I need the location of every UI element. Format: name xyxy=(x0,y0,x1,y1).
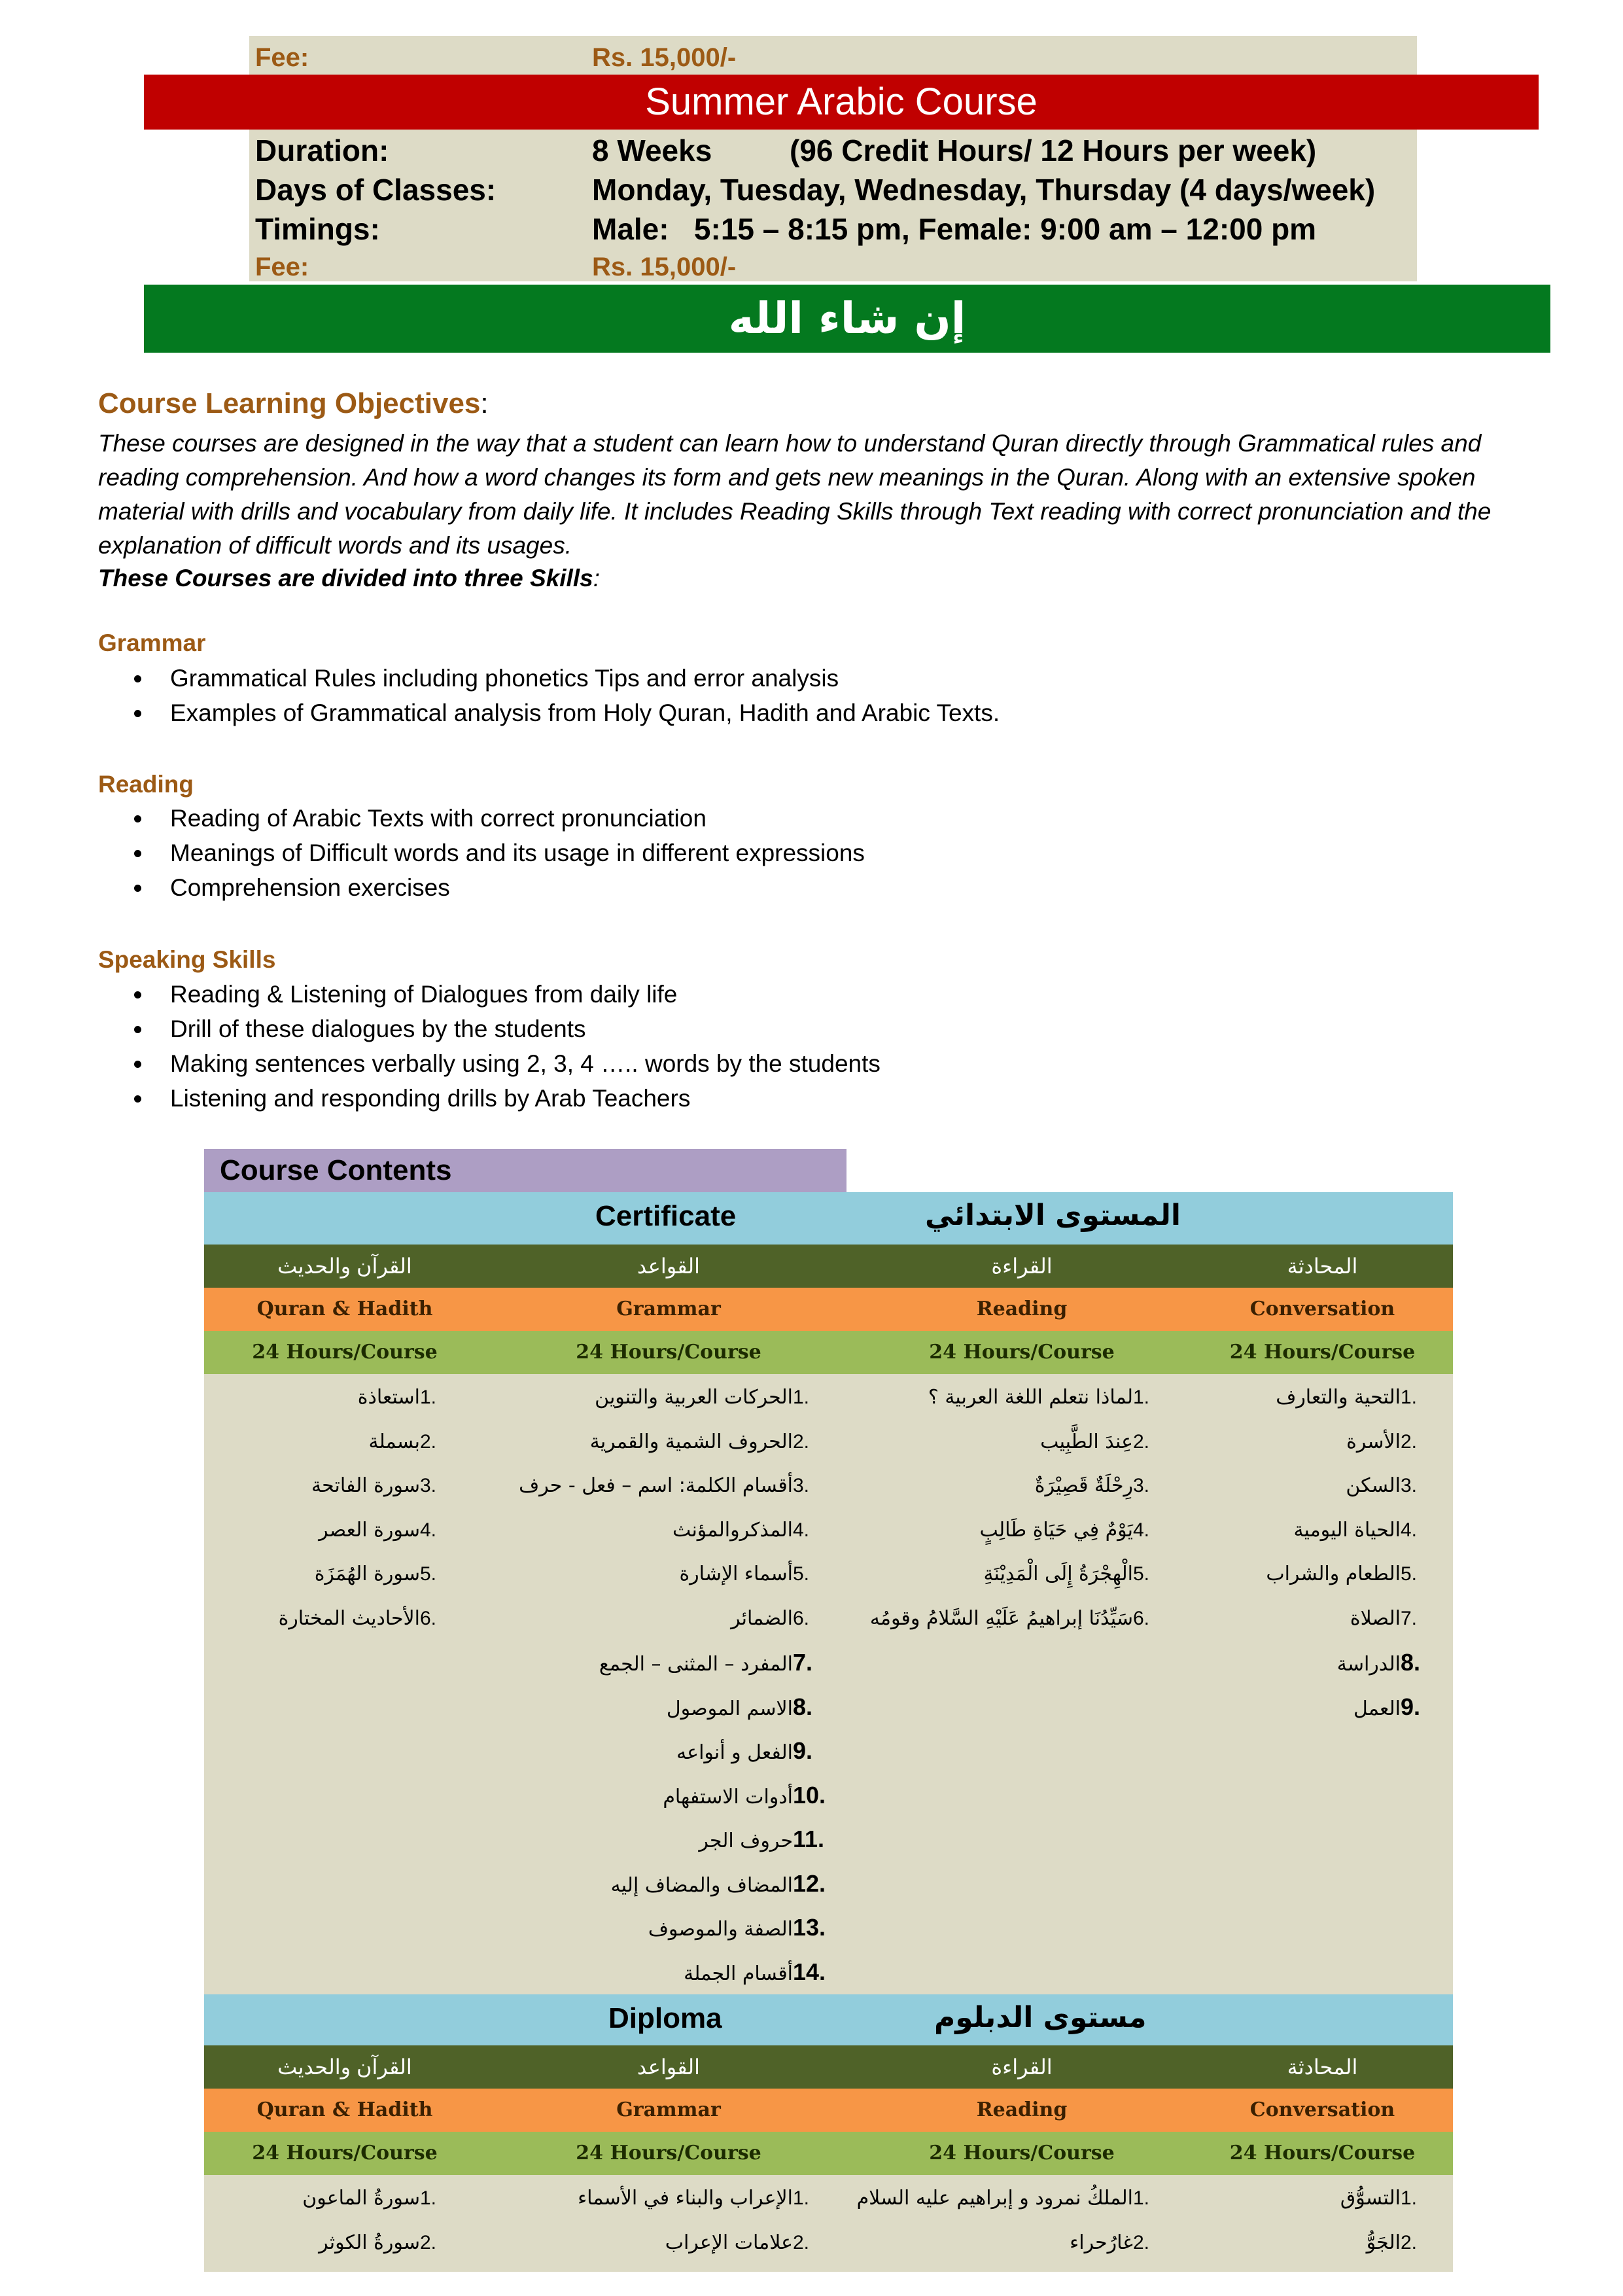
top-fee-value: Rs. 15,000/- xyxy=(592,43,737,72)
item-text: الاسم الموصول xyxy=(666,1697,793,1720)
conversation-item xyxy=(1346,1429,1440,1455)
hours-grammar: 24 Hours/Course xyxy=(576,1341,761,1364)
days-row xyxy=(255,170,1406,209)
grammar-item xyxy=(731,1606,832,1632)
item-number: 1. xyxy=(1401,2187,1418,2209)
hours-reading: 24 Hours/Course xyxy=(929,1341,1115,1364)
item-number: 2. xyxy=(420,2231,437,2253)
certificate-label: Certificate xyxy=(595,1200,737,1232)
col-header-reading: Reading xyxy=(976,1298,1068,1320)
item-text: الْهِجْرَةُ إِلَى الْمَدِيْنَةِ xyxy=(983,1563,1133,1585)
col-header-conversation: Conversation xyxy=(1249,2098,1395,2121)
item-text: الإعراب والبناء في الأسماء xyxy=(578,2187,793,2210)
quran-item xyxy=(358,1385,459,1411)
list-item: • Reading of Arabic Texts with correct pronunciation xyxy=(153,801,865,836)
diploma-english-headers xyxy=(204,2089,1453,2132)
item-number: 14. xyxy=(793,1958,826,1985)
item-number: 13. xyxy=(793,1914,826,1941)
list-item: • Making sentences verbally using 2, 3, 4 ….. words by the students xyxy=(153,1046,881,1081)
grammar-item xyxy=(599,1650,832,1678)
col-header-grammar: Grammar xyxy=(616,1298,721,1320)
item-text: يَوْمٌ فِي حَيَاةِ طَالِبٍ xyxy=(979,1518,1133,1542)
list-item: • Drill of these dialogues by the students xyxy=(153,1012,881,1046)
item-number: 1. xyxy=(1133,2187,1150,2209)
item-text: الصفة والموصوف xyxy=(648,1918,793,1941)
col-header-quran: Quran & Hadith xyxy=(256,1298,433,1320)
course-title-banner: Summer Arabic Course xyxy=(144,75,1539,130)
fee-row xyxy=(255,247,1406,281)
item-number: 5. xyxy=(420,1563,437,1585)
item-text: سَيِّدُنَا إبراهيمُ عَلَيْهِ السَّلامُ وقومُه xyxy=(869,1606,1133,1630)
item-number: 3. xyxy=(793,1475,810,1496)
duration-row xyxy=(255,131,1406,170)
certificate-content-body xyxy=(204,1374,1453,1994)
item-text: المفرد – المثنى – الجمع xyxy=(599,1653,793,1676)
conversation-item xyxy=(1346,1473,1440,1499)
item-text: رِحْلَةٌ قَصِيْرَةٌ xyxy=(1034,1474,1133,1497)
reading-heading: Reading xyxy=(98,771,194,798)
item-number: 8. xyxy=(1401,1649,1421,1676)
item-text: لماذا نتعلم اللغة العربية ؟ xyxy=(928,1386,1133,1409)
conversation-item xyxy=(1276,1385,1440,1411)
item-text: الملكُ نمرود و إبراهيم عليه السلام xyxy=(856,2187,1133,2210)
divided-colon: : xyxy=(593,565,600,592)
reading-item xyxy=(870,1606,1172,1632)
quran-item xyxy=(311,1473,459,1499)
item-number: 9. xyxy=(793,1737,813,1764)
conversation-item xyxy=(1367,2230,1440,2256)
item-text: حروف الجر xyxy=(699,1829,793,1852)
col-header-conversation-ar: المحادثة xyxy=(1287,2055,1358,2079)
item-text: سورة العصر xyxy=(319,1518,420,1542)
reading-item xyxy=(980,1517,1172,1544)
item-number: 1. xyxy=(793,1386,810,1408)
grammar-list xyxy=(98,661,1000,730)
grammar-item xyxy=(611,1871,832,1899)
grammar-item xyxy=(684,1959,832,1987)
item-text: سورة الفاتحة xyxy=(311,1474,420,1497)
item-text: علامات الإعراب xyxy=(665,2231,793,2254)
quran-item xyxy=(319,1517,459,1544)
divided-line xyxy=(98,561,1537,595)
item-text: استعاذة xyxy=(357,1386,420,1409)
conversation-item xyxy=(1293,1517,1440,1544)
duration-extra: (96 Credit Hours/ 12 Hours per week) xyxy=(790,133,1317,168)
insha-allah-banner: إن شاء الله xyxy=(144,285,1550,353)
item-number: 6. xyxy=(793,1607,810,1629)
hours-conversation: 24 Hours/Course xyxy=(1229,2142,1416,2164)
item-text: الحياة اليومية xyxy=(1293,1518,1401,1542)
list-item: • Grammatical Rules including phonetics Tips and error analysis xyxy=(153,661,1000,696)
objectives-heading-colon: : xyxy=(480,387,489,419)
diploma-label: Diploma xyxy=(608,2002,722,2034)
hours-grammar: 24 Hours/Course xyxy=(576,2142,761,2164)
timings-value: Male: 5:15 – 8:15 pm, Female: 9:00 am – 12:00 pm xyxy=(592,212,1317,246)
item-text: الصلاة xyxy=(1350,1606,1401,1630)
grammar-item xyxy=(676,1738,832,1766)
item-text: بسملة xyxy=(368,1430,420,1453)
days-label: Days of Classes: xyxy=(255,173,497,207)
hours-quran: 24 Hours/Course xyxy=(252,2142,438,2164)
grammar-item xyxy=(590,1429,832,1455)
reading-item xyxy=(857,2185,1172,2212)
item-text: سورةُ الكوثر xyxy=(319,2231,420,2254)
list-item: • Meanings of Difficult words and its usage in different expressions xyxy=(153,836,865,870)
item-number: 3. xyxy=(420,1475,437,1496)
list-item: • Listening and responding drills by Arab Teachers xyxy=(153,1081,881,1116)
hours-conversation: 24 Hours/Course xyxy=(1229,1341,1416,1364)
item-number: 4. xyxy=(793,1519,810,1541)
col-header-conversation-ar: المحادثة xyxy=(1287,1254,1358,1278)
item-number: 6. xyxy=(1133,1607,1150,1629)
grammar-item xyxy=(665,2230,832,2256)
item-number: 2. xyxy=(1133,1430,1150,1453)
col-header-grammar-ar: القواعد xyxy=(637,1254,701,1278)
quran-item xyxy=(302,2185,459,2212)
item-text: التحية والتعارف xyxy=(1276,1386,1401,1409)
speaking-list xyxy=(98,977,881,1116)
item-number: 6. xyxy=(420,1607,437,1629)
item-number: 5. xyxy=(1133,1563,1150,1585)
certificate-hours-row xyxy=(204,1331,1453,1374)
item-number: 1. xyxy=(793,2187,810,2209)
objectives-heading-text: Course Learning Objectives xyxy=(98,387,481,419)
item-text: الضمائر xyxy=(731,1606,793,1630)
reading-item xyxy=(983,1561,1172,1587)
item-number: 2. xyxy=(1133,2231,1150,2253)
item-text: أدوات الاستفهام xyxy=(663,1785,793,1809)
item-text: أسماء الإشارة xyxy=(679,1563,793,1585)
certificate-arabic-headers xyxy=(204,1245,1453,1288)
conversation-item xyxy=(1266,1561,1440,1587)
diploma-level-row xyxy=(204,1994,1453,2045)
item-text: التسوُّق xyxy=(1340,2187,1401,2210)
grammar-item xyxy=(648,1915,832,1943)
item-number: 2. xyxy=(793,1430,810,1453)
grammar-item xyxy=(667,1694,832,1722)
col-header-reading-ar: القراءة xyxy=(991,1254,1053,1278)
diploma-hours-row xyxy=(204,2132,1453,2175)
objectives-paragraph: These courses are designed in the way that a student can learn how to understand Quran directly through Grammatical rules and reading comprehension. And how a word changes its form and gets new meanings in the Quran. Along with an extensive spoken material with drills and vocabulary from daily life. It includes Reading Skills through Text reading with correct pronunciation and the explanation of difficult words and its usages. xyxy=(98,430,1492,559)
certificate-label-ar: المستوى الابتدائي xyxy=(925,1199,1181,1232)
item-text: أقسام الجملة xyxy=(684,1962,793,1985)
item-text: سورةُ الماعون xyxy=(302,2187,420,2210)
col-header-quran-ar: القرآن والحديث xyxy=(277,1254,412,1278)
diploma-arabic-headers xyxy=(204,2045,1453,2089)
item-number: 4. xyxy=(1401,1519,1418,1541)
grammar-item xyxy=(699,1826,832,1854)
item-number: 5. xyxy=(1401,1563,1418,1585)
item-number: 2. xyxy=(420,1430,437,1453)
item-number: 1. xyxy=(1133,1386,1150,1408)
item-number: 8. xyxy=(793,1693,813,1720)
top-fee-row xyxy=(255,38,1367,77)
course-contents-title: Course Contents xyxy=(204,1149,846,1192)
grammar-item xyxy=(672,1517,832,1544)
item-number: 1. xyxy=(420,2187,437,2209)
col-header-quran: Quran & Hadith xyxy=(256,2098,433,2121)
reading-item xyxy=(1070,2230,1172,2256)
quran-item xyxy=(319,2230,459,2256)
item-number: 3. xyxy=(1133,1475,1150,1496)
certificate-english-headers xyxy=(204,1288,1453,1331)
item-text: السكن xyxy=(1346,1474,1401,1497)
reading-list xyxy=(98,801,865,905)
quran-item xyxy=(369,1429,459,1455)
col-header-reading-ar: القراءة xyxy=(991,2055,1053,2079)
top-fee-label: Fee: xyxy=(255,43,309,72)
conversation-item xyxy=(1350,1606,1440,1632)
item-text: الحروف الشمية والقمرية xyxy=(589,1430,793,1453)
col-header-grammar-ar: القواعد xyxy=(637,2055,701,2079)
list-item: • Examples of Grammatical analysis from Holy Quran, Hadith and Arabic Texts. xyxy=(153,696,1000,730)
item-text: المضاف والمضاف إليه xyxy=(610,1873,793,1897)
conversation-item xyxy=(1340,2185,1440,2212)
hours-quran: 24 Hours/Course xyxy=(252,1341,438,1364)
item-text: الأسرة xyxy=(1346,1430,1401,1453)
fee-value: Rs. 15,000/- xyxy=(592,253,737,281)
fee-label: Fee: xyxy=(255,253,309,281)
days-value: Monday, Tuesday, Wednesday, Thursday (4 days/week) xyxy=(592,173,1376,207)
item-number: 5. xyxy=(793,1563,810,1585)
divided-bold: These Courses are divided into three Skills xyxy=(98,565,593,592)
reading-item xyxy=(1040,1429,1172,1455)
item-number: 7. xyxy=(1401,1607,1418,1629)
item-number: 12. xyxy=(793,1869,826,1897)
speaking-heading: Speaking Skills xyxy=(98,946,276,973)
item-text: المذكروالمؤنث xyxy=(672,1518,793,1542)
item-number: 9. xyxy=(1401,1693,1421,1720)
item-text: الفعل و أنواعه xyxy=(676,1741,793,1764)
col-header-quran-ar: القرآن والحديث xyxy=(277,2055,412,2079)
grammar-item xyxy=(519,1473,832,1499)
col-header-reading: Reading xyxy=(976,2098,1068,2121)
item-text: الطعام والشراب xyxy=(1266,1563,1401,1585)
item-number: 2. xyxy=(793,2231,810,2253)
quran-item xyxy=(279,1606,459,1632)
item-number: 11. xyxy=(793,1826,825,1852)
grammar-item xyxy=(595,1385,832,1411)
objectives-heading xyxy=(98,387,489,420)
item-number: 7. xyxy=(793,1649,813,1676)
hours-reading: 24 Hours/Course xyxy=(929,2142,1115,2164)
list-item: • Reading & Listening of Dialogues from daily life xyxy=(153,977,881,1012)
list-item: • Comprehension exercises xyxy=(153,870,865,905)
item-text: غارُحراء xyxy=(1070,2231,1133,2254)
certificate-level-row xyxy=(204,1192,1453,1245)
item-text: الحركات العربية والتنوين xyxy=(595,1386,793,1409)
item-number: 2. xyxy=(1401,2231,1418,2253)
grammar-item xyxy=(679,1561,832,1587)
reading-item xyxy=(928,1385,1172,1411)
reading-item xyxy=(1035,1473,1172,1499)
timings-label: Timings: xyxy=(255,212,380,246)
duration-label: Duration: xyxy=(255,133,389,168)
conversation-item xyxy=(1353,1694,1440,1722)
item-text: سورة الهُمَزَة xyxy=(314,1563,420,1585)
item-text: العمل xyxy=(1353,1697,1401,1720)
grammar-item xyxy=(663,1782,832,1810)
quran-item xyxy=(315,1561,459,1587)
item-text: الجَوُّ xyxy=(1366,2231,1401,2254)
item-number: 1. xyxy=(1401,1386,1418,1408)
item-text: الدراسة xyxy=(1336,1653,1401,1676)
grammar-heading: Grammar xyxy=(98,629,206,656)
item-number: 3. xyxy=(1401,1475,1418,1496)
grammar-item xyxy=(578,2185,832,2212)
item-text: عِندَ الطَّبِيب xyxy=(1040,1430,1133,1453)
diploma-label-ar: مستوى الدبلوم xyxy=(934,2001,1147,2034)
timings-row xyxy=(255,209,1406,249)
duration-value: 8 Weeks xyxy=(592,133,712,168)
item-number: 4. xyxy=(420,1519,437,1541)
item-number: 2. xyxy=(1401,1430,1418,1453)
item-text: الأحاديث المختارة xyxy=(278,1606,420,1630)
item-text: أقسام الكلمة: اسم – فعل - حرف xyxy=(519,1474,793,1497)
item-number: 1. xyxy=(420,1386,437,1408)
diploma-content-body xyxy=(204,2175,1453,2272)
item-number: 10. xyxy=(793,1781,826,1809)
item-number: 4. xyxy=(1133,1519,1150,1541)
col-header-grammar: Grammar xyxy=(616,2098,721,2121)
conversation-item xyxy=(1337,1650,1440,1678)
col-header-conversation: Conversation xyxy=(1249,1298,1395,1320)
